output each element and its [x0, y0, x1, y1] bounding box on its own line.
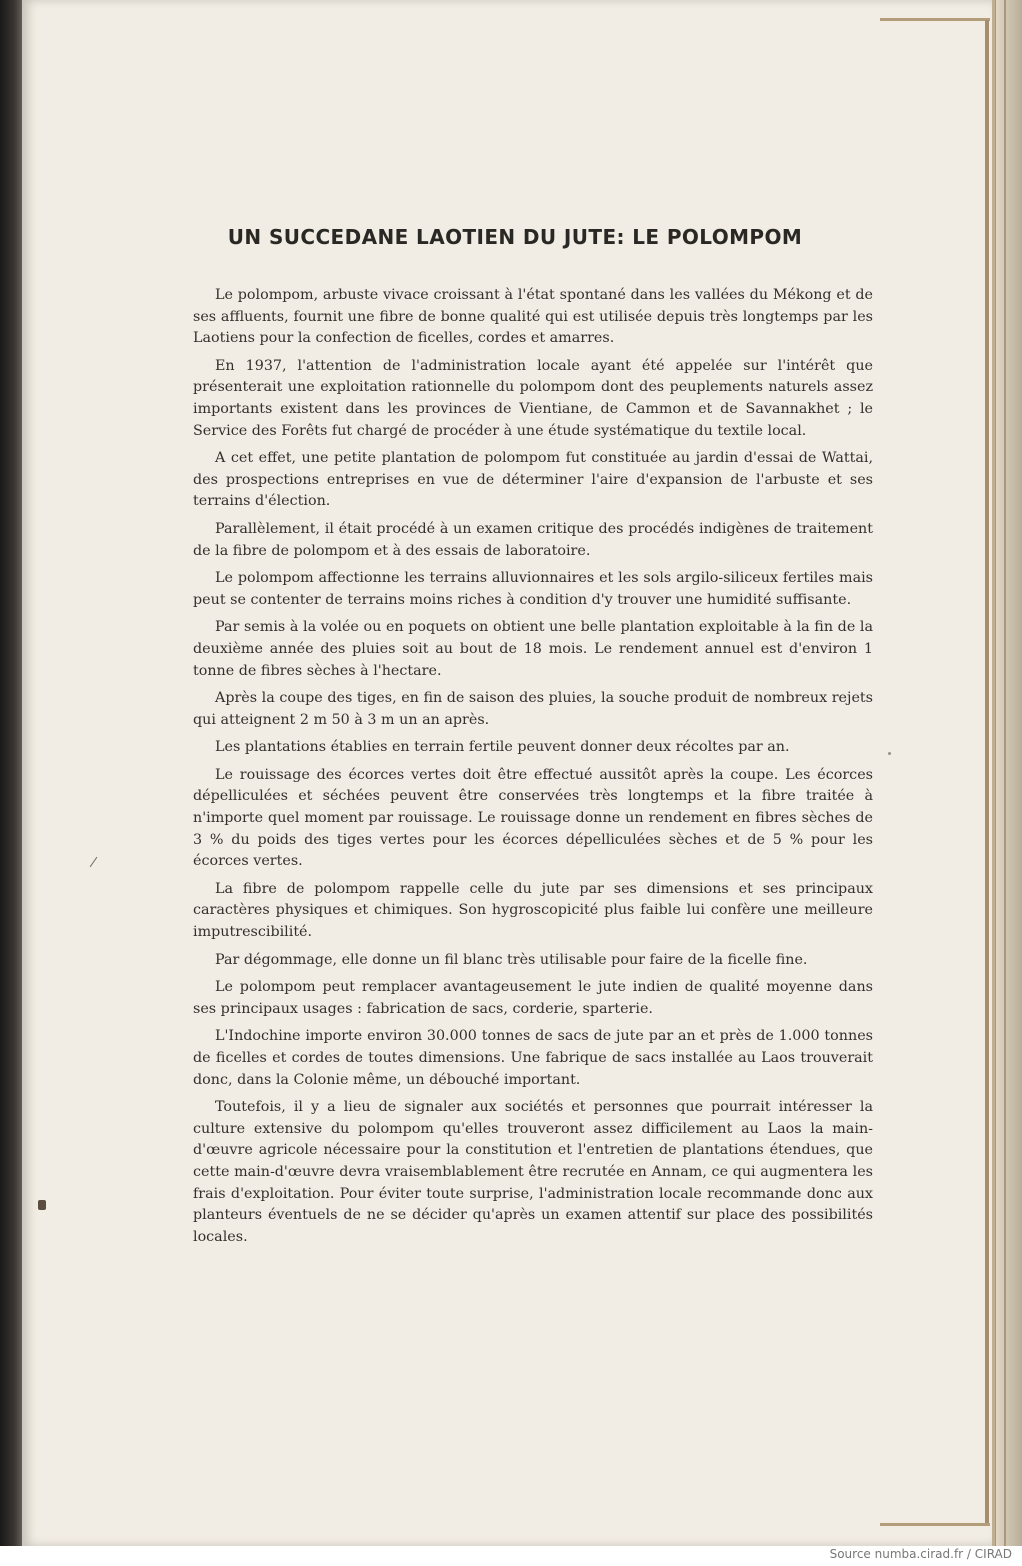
page-fold-bottom: [880, 1523, 990, 1526]
paragraph-6: Par semis à la volée ou en poquets on obtient une belle plantation exploitable à la fin de la deuxième année des pluies soit au bout de 18 mois. Le rendement annuel est d'environ 1 tonne de fibres sèches à l'hectare.: [193, 619, 873, 679]
paragraph-3: A cet effet, une petite plantation de polompom fut constituée au jardin d'essai de Wattai, des prospections entreprises en vue de déterminer l'aire d'expansion de l'arbuste et ses terrains d'élection.: [193, 450, 873, 510]
paragraph-10: La fibre de polompom rappelle celle du jute par ses dimensions et ses principaux caractères physiques et chimiques. Son hygroscopicité plus faible lui confère une meilleure imputrescibilité.: [193, 880, 873, 941]
article-body: [193, 285, 873, 1254]
page-fold-edge: [985, 20, 989, 1525]
paragraph-5: Le polompom affectionne les terrains alluvionnaires et les sols argilo-siliceux fertiles mais peut se contenter de terrains moins riches à condition d'y trouver une humidité suffisante.: [193, 570, 873, 608]
paragraph-14: Toutefois, il y a lieu de signaler aux sociétés et personnes que pourrait intéresser la culture extensive du polompom qu'elles trouveront assez difficilement au Laos la main-d'œuvre agricole nécessaire pour la constitution et l'entretien de plantations étendues, que cette main-d'œuvre devra vraisemblablement être recrutée en Annam, ce qui augmentera les frais d'exploitation. Pour éviter toute surprise, l'administration locale recommande donc aux planteurs éventuels de ne se décider qu'après un examen attentif sur place des possibilités locales.: [193, 1099, 873, 1245]
paragraph-7: Après la coupe des tiges, en fin de saison des pluies, la souche produit de nombreux rejets qui atteignent 2 m 50 à 3 m un an après.: [193, 690, 873, 728]
paragraph-9: Le rouissage des écorces vertes doit être effectué aussitôt après la coupe. Les écorces dépelliculées et séchées peuvent être conservées très longtemps et la fibre traitée à n'importe quel moment par rouissage. Le rouissage donne un rendement en fibres sèches de 3 % du poids des tiges vertes pour les écorces dépelliculées sèches et de 5 % pour les écorces vertes.: [193, 766, 873, 870]
page-fold-top: [880, 18, 990, 21]
source-credit: Source numba.cirad.fr / CIRAD: [829, 1547, 1012, 1561]
ink-speck: [888, 752, 891, 755]
paragraph-13: L'Indochine importe environ 30.000 tonnes de sacs de jute par an et près de 1.000 tonnes de ficelles et cordes de toutes dimensions. Une fabrique de sacs installée au Laos trouverait donc, dans la Colonie même, un débouché important.: [193, 1028, 873, 1088]
paragraph-11: Par dégommage, elle donne un fil blanc très utilisable pour faire de la ficelle fine.: [215, 951, 808, 968]
paragraph-8: Les plantations établies en terrain fertile peuvent donner deux récoltes par an.: [215, 739, 790, 756]
binding-hole-mark: [38, 1200, 46, 1210]
paragraph-2: En 1937, l'attention de l'administration locale ayant été appelée sur l'intérêt que présenterait une exploitation rationnelle du polompom dont des peuplements naturels assez importants existent dans les provinces de Vientiane, de Cammon et de Savannakhet ; le Service des Forêts fut chargé de procéder à une étude systématique du textile local.: [193, 357, 873, 439]
paragraph-1: Le polompom, arbuste vivace croissant à l'état spontané dans les vallées du Mékong et de ses affluents, fournit une fibre de bonne qualité qui est utilisée depuis très longtemps par les Laotiens pour la confection de ficelles, cordes et amarres.: [193, 287, 873, 347]
paragraph-4: Parallèlement, il était procédé à un examen critique des procédés indigènes de traitement de la fibre de polompom et à des essais de laboratoire.: [193, 520, 873, 559]
paragraph-12: Le polompom peut remplacer avantageusement le jute indien de qualité moyenne dans ses principaux usages : fabrication de sacs, corderie, sparterie.: [193, 979, 873, 1017]
article-title: UN SUCCEDANE LAOTIEN DU JUTE: LE POLOMPOM: [227, 225, 803, 249]
